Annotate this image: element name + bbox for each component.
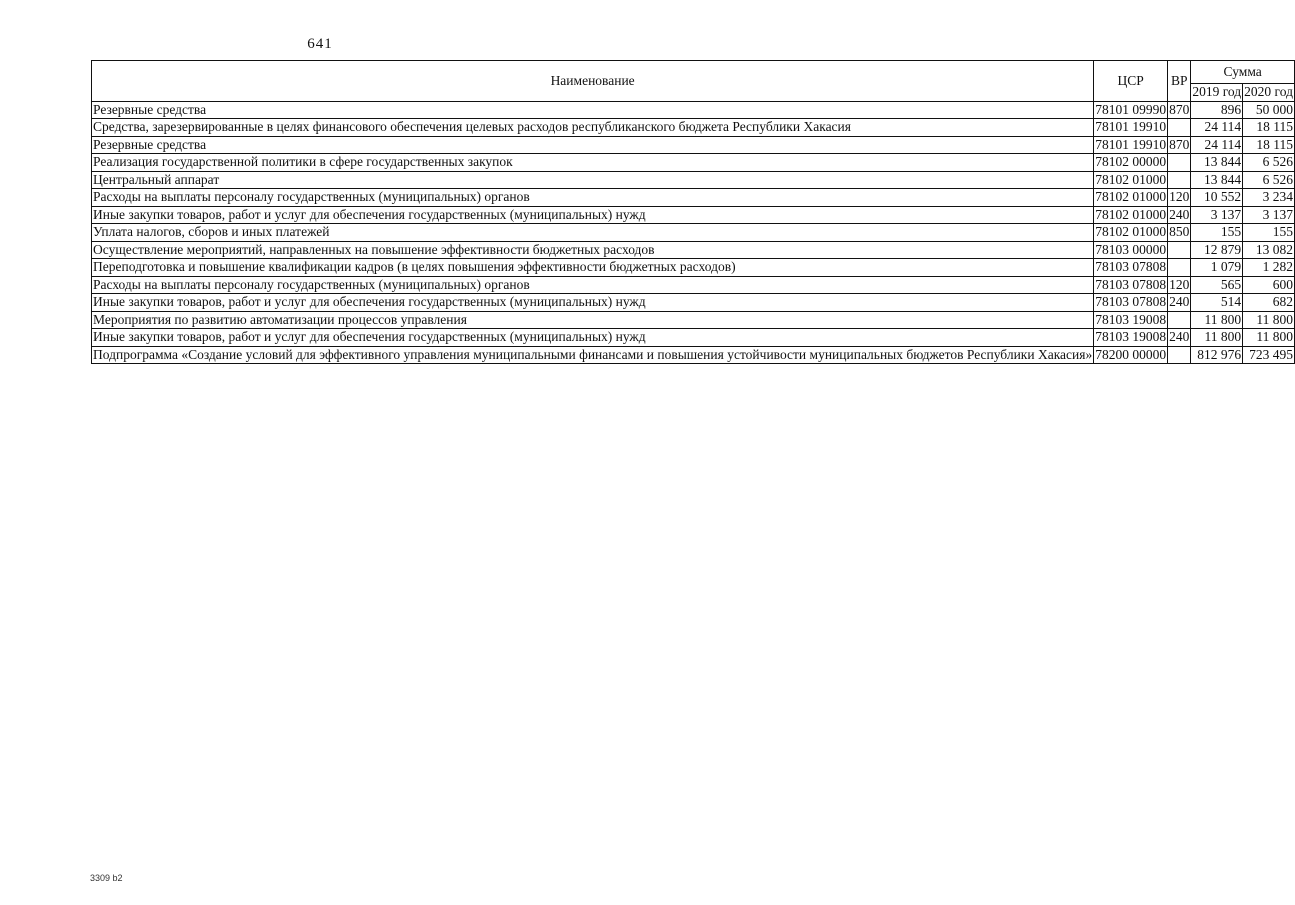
row-vr-cell: 240 (1169, 206, 1190, 222)
header-year-2020: 2020 год (1244, 84, 1293, 99)
row-2019-cell: 896 (1191, 101, 1243, 119)
table-row (92, 329, 1295, 347)
table-row (92, 259, 1295, 277)
row-vr-cell: 850 (1169, 224, 1190, 239)
budget-table (91, 60, 1295, 364)
row-name-cell: Расходы на выплаты персоналу государственных (муниципальных) органов (92, 189, 1094, 207)
row-2020-cell: 6 526 (1243, 154, 1295, 172)
row-2020-cell: 13 082 (1243, 241, 1295, 259)
row-2019-cell: 13 844 (1191, 171, 1243, 189)
row-vr-cell (1168, 154, 1191, 172)
row-2020-cell: 3 234 (1243, 189, 1295, 207)
row-csr-cell: 78102 01000 (1095, 171, 1167, 187)
row-vr-cell (1168, 259, 1191, 277)
row-2019-cell: 514 (1191, 294, 1243, 312)
row-vr-cell: 870 (1169, 136, 1190, 152)
table-body (92, 101, 1295, 364)
row-name-cell: Иные закупки товаров, работ и услуг для обеспечения государственных (муниципальных) нужд (92, 329, 1094, 347)
row-2020-cell: 11 800 (1243, 329, 1295, 347)
row-vr-cell (1168, 311, 1191, 329)
row-csr-cell: 78103 07808 (1095, 276, 1167, 292)
page-number: 641 (307, 36, 333, 52)
row-csr-cell: 78101 09990 (1095, 101, 1167, 117)
row-2019-cell: 24 114 (1191, 136, 1243, 154)
row-name-cell: Осуществление мероприятий, направленных на повышение эффективности бюджетных расходов (92, 241, 1094, 259)
table-row (92, 224, 1295, 242)
header-sum: Сумма (1191, 61, 1295, 84)
row-name-cell: Иные закупки товаров, работ и услуг для обеспечения государственных (муниципальных) нужд (92, 294, 1094, 312)
header-csr: ЦСР (1094, 61, 1168, 102)
row-name-cell: Средства, зарезервированные в целях финансового обеспечения целевых расходов республиканского бюджета Республики Хакасия (92, 119, 1094, 137)
row-csr-cell: 78103 19008 (1095, 329, 1167, 344)
row-csr-cell: 78102 00000 (1095, 154, 1167, 169)
table-row (92, 154, 1295, 172)
row-2019-cell: 812 976 (1191, 346, 1243, 364)
row-name-cell: Переподготовка и повышение квалификации кадров (в целях повышения эффективности бюджетных расходов) (92, 259, 1094, 277)
row-2020-cell: 682 (1243, 294, 1295, 312)
row-2019-cell: 565 (1191, 276, 1243, 294)
table-row (92, 311, 1295, 329)
table-row (92, 276, 1295, 294)
table-row (92, 119, 1295, 137)
header-vr: ВР (1168, 61, 1191, 102)
row-2020-cell: 18 115 (1243, 136, 1295, 154)
row-vr-cell: 870 (1169, 101, 1190, 117)
row-vr-cell (1168, 346, 1191, 364)
row-name-cell: Центральный аппарат (92, 171, 1094, 189)
row-csr-cell: 78102 01000 (1095, 206, 1167, 222)
table-row (92, 206, 1295, 224)
row-name-cell: Реализация государственной политики в сфере государственных закупок (92, 154, 1094, 172)
footer-code: 3309 b2 (90, 873, 123, 883)
row-name-cell: Иные закупки товаров, работ и услуг для обеспечения государственных (муниципальных) нужд (92, 206, 1094, 224)
row-2020-cell: 6 526 (1243, 171, 1295, 189)
row-csr-cell: 78200 00000 (1095, 346, 1167, 362)
row-2019-cell: 13 844 (1191, 154, 1243, 172)
row-vr-cell: 240 (1169, 329, 1190, 344)
table-row (92, 136, 1295, 154)
table-row (92, 171, 1295, 189)
row-2019-cell: 11 800 (1191, 311, 1243, 329)
row-name-cell: Резервные средства (92, 136, 1094, 154)
row-2019-cell: 24 114 (1191, 119, 1243, 137)
row-csr-cell: 78103 07808 (1095, 259, 1167, 274)
row-name-cell: Расходы на выплаты персоналу государственных (муниципальных) органов (92, 276, 1094, 294)
row-name-cell: Уплата налогов, сборов и иных платежей (92, 224, 1094, 242)
row-csr-cell: 78103 07808 (1095, 294, 1167, 309)
row-csr-cell: 78102 01000 (1095, 224, 1167, 239)
row-vr-cell: 240 (1169, 294, 1190, 309)
row-vr-cell (1168, 119, 1191, 137)
row-2020-cell: 155 (1243, 224, 1295, 242)
row-name-cell: Подпрограмма «Создание условий для эффективного управления муниципальными финансами и повышения устойчивости муниципальных бюджетов Республики Хакасия» (93, 346, 1093, 362)
row-vr-cell (1168, 241, 1191, 259)
row-name-cell: Резервные средства (92, 101, 1094, 119)
row-2020-cell: 1 282 (1243, 259, 1295, 277)
row-vr-cell (1168, 171, 1191, 189)
row-2019-cell: 155 (1191, 224, 1243, 242)
header-year-2019: 2019 год (1192, 84, 1242, 99)
row-2020-cell: 600 (1243, 276, 1295, 294)
row-csr-cell: 78103 19008 (1095, 311, 1167, 327)
row-csr-cell: 78103 00000 (1095, 241, 1167, 257)
table-row (92, 294, 1295, 312)
table-row (92, 241, 1295, 259)
row-csr-cell: 78101 19910 (1095, 136, 1167, 152)
table-row (92, 101, 1295, 119)
row-2019-cell: 10 552 (1191, 189, 1243, 207)
row-csr-cell: 78101 19910 (1095, 119, 1167, 134)
row-csr-cell: 78102 01000 (1095, 189, 1167, 204)
row-2020-cell: 18 115 (1243, 119, 1295, 137)
row-vr-cell: 120 (1169, 276, 1190, 292)
row-2020-cell: 723 495 (1243, 346, 1295, 364)
row-vr-cell: 120 (1169, 189, 1190, 204)
table-row (92, 346, 1295, 364)
header-name: Наименование (92, 61, 1094, 102)
row-2019-cell: 3 137 (1191, 206, 1243, 224)
row-2019-cell: 1 079 (1191, 259, 1243, 277)
row-2020-cell: 11 800 (1243, 311, 1295, 329)
table-row (92, 189, 1295, 207)
row-name-cell: Мероприятия по развитию автоматизации процессов управления (92, 311, 1094, 329)
row-2019-cell: 12 879 (1191, 241, 1243, 259)
row-2020-cell: 50 000 (1243, 101, 1295, 119)
row-2020-cell: 3 137 (1243, 206, 1295, 224)
row-2019-cell: 11 800 (1191, 329, 1243, 347)
